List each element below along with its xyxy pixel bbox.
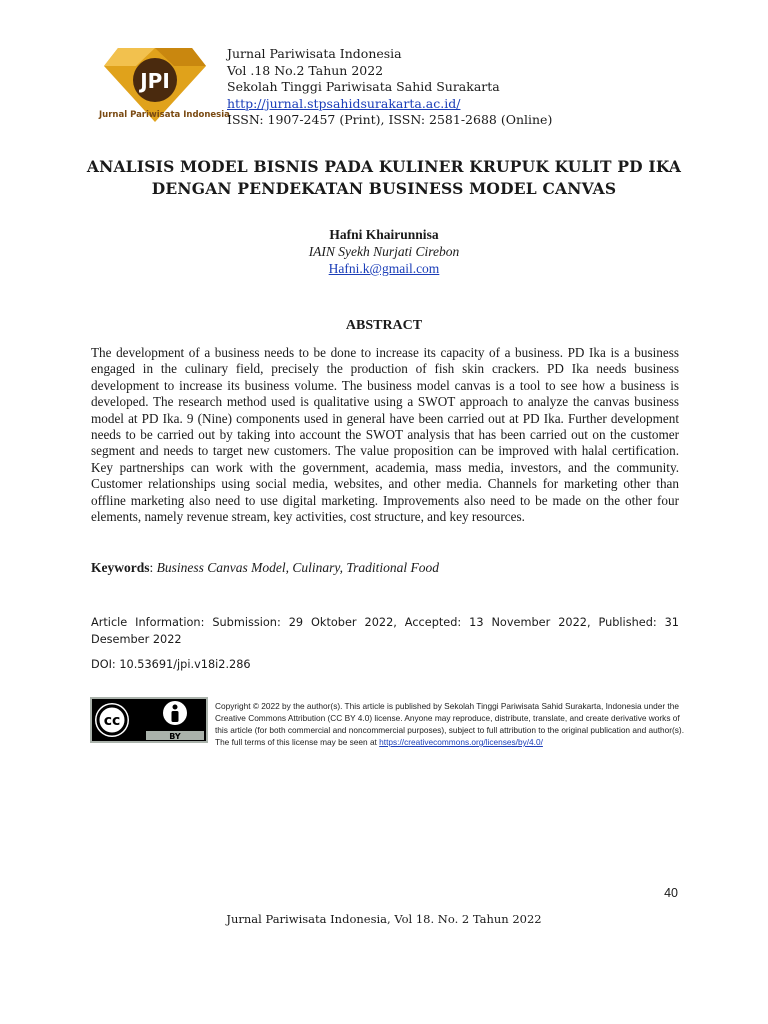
journal-name: Jurnal Pariwisata Indonesia — [227, 46, 402, 61]
page-number: 40 — [664, 886, 678, 900]
keywords-separator: : — [149, 560, 157, 575]
journal-issn: ISSN: 1907-2457 (Print), ISSN: 2581-2688 (Online) — [227, 112, 553, 127]
by-text: BY — [169, 732, 181, 741]
keywords-label: Keywords — [91, 560, 150, 575]
logo-caption: Jurnal Pariwisata Indonesia — [99, 110, 230, 120]
journal-volume: Vol .18 No.2 Tahun 2022 — [227, 62, 384, 78]
license-link[interactable]: https://creativecommons.org/licenses/by/4.0/ — [379, 737, 543, 747]
cc-icon-text: cc — [103, 713, 121, 729]
paper-title-line-2: DENGAN PENDEKATAN BUSINESS MODEL CANVAS — [151, 179, 617, 198]
author-affiliation: IAIN Syekh Nurjati Cirebon — [308, 244, 460, 259]
author-name: Hafni Khairunnisa — [329, 227, 439, 242]
journal-institution: Sekolah Tinggi Pariwisata Sahid Surakarta — [227, 79, 500, 94]
journal-url-link[interactable]: http://jurnal.stpsahidsurakarta.ac.id/ — [227, 95, 461, 111]
paper-title-line-1: ANALISIS MODEL BISNIS PADA KULINER KRUPUK KULIT PD IKA — [86, 157, 682, 176]
copyright-text: Copyright © 2022 by the author(s). This article is published by Sekolah Tinggi Pariwisata Sahid Surakarta, Indonesia under the Creative Commons Attribution (CC BY 4.0) license. Anyone may reproduce, distribute, translate, and create derivative works of this article (for both commercial and noncommercial purposes), subject to full attribution to the original publication and author(s). The full terms of this license may be seen at — [215, 701, 685, 747]
author-email-link[interactable]: Hafni.k@gmail.com — [328, 261, 440, 276]
cc-by-license-badge[interactable] — [90, 697, 208, 743]
abstract-heading: ABSTRACT — [345, 318, 423, 333]
journal-info — [227, 46, 552, 129]
logo-text: JPI — [140, 69, 170, 93]
copyright-notice — [215, 700, 689, 748]
author-block — [0, 226, 768, 277]
article-information: Article Information: Submission: 29 Oktober 2022, Accepted: 13 November 2022, Published: 31 Desember 2022 — [91, 616, 679, 646]
paper-title — [60, 156, 708, 200]
abstract-text: The development of a business needs to be done to increase its capacity of a business. PD Ika is a business engaged in the culinary field, precisely the production of fish skin crackers. PD Ika needs business development to increase its business volume. The business model canvas is a tool to see how a business is developed. The research method used is qualitative using a SWOT approach to analyze the canvas business model at PD Ika. 9 (Nine) components used in general have been carried out at PD Ika. Further development needs to be carried out by taking into account the SWOT analysis that has been carried out on the customer segment and needs to target new customers. The value proposition can be improved with halal certification. Key partnerships can work with the government, academia, mass media, investors, and the community. Customer relationships using social media, websites, and other media. Channels for marketing other than offline marketing also need to use digital marketing. Improvements also need to be made on the other four elements, namely revenue stream, key activities, cost structure, and key resources. — [91, 345, 679, 525]
by-person-head — [173, 705, 178, 710]
page-footer: Jurnal Pariwisata Indonesia, Vol 18. No. 2 Tahun 2022 — [226, 912, 542, 926]
by-person-body — [172, 711, 179, 722]
keywords-text: Business Canvas Model, Culinary, Traditional Food — [156, 560, 440, 575]
keywords — [91, 560, 439, 576]
doi: DOI: 10.53691/jpi.v18i2.286 — [91, 658, 251, 671]
